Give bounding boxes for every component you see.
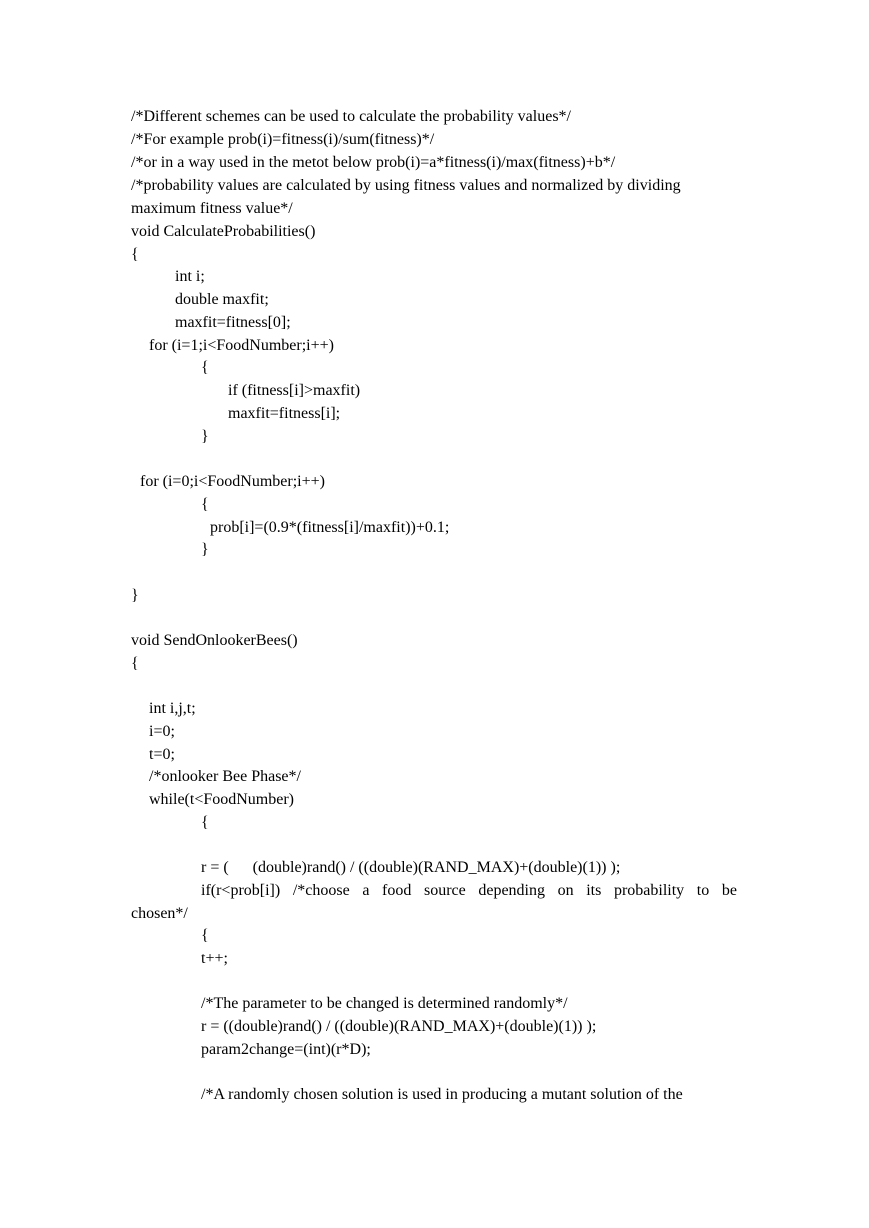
code-word: its (586, 882, 602, 899)
code-word: be (721, 882, 737, 899)
code-word: if(r<prob[i]) (201, 882, 281, 899)
code-line: } (201, 541, 209, 558)
code-line: { (201, 927, 209, 944)
code-line: void SendOnlookerBees() (131, 632, 298, 649)
code-line: chosen*/ (131, 905, 188, 922)
code-line: /*probability values are calculated by using fitness values and normalized by dividing (131, 177, 681, 194)
code-word: on (557, 882, 574, 899)
code-line: { (131, 246, 139, 263)
code-line: } (131, 587, 139, 604)
code-line: r = ((double)rand() / ((double)(RAND_MAX)+(double)(1)) ); (201, 1018, 597, 1035)
code-word: probability (613, 882, 685, 899)
code-line: prob[i]=(0.9*(fitness[i]/maxfit))+0.1; (210, 519, 450, 536)
code-line: /*The parameter to be changed is determined randomly*/ (201, 995, 568, 1012)
code-line: int i; (175, 268, 205, 285)
code-line: { (201, 359, 209, 376)
code-line: { (201, 814, 209, 831)
code-line: t=0; (149, 746, 175, 763)
code-line: /*For example prob(i)=fitness(i)/sum(fitness)*/ (131, 131, 435, 148)
code-line: maximum fitness value*/ (131, 200, 293, 217)
code-line: /*Different schemes can be used to calculate the probability values*/ (131, 108, 571, 125)
code-line: void CalculateProbabilities() (131, 223, 316, 240)
code-line: /*A randomly chosen solution is used in producing a mutant solution of the (201, 1086, 683, 1103)
code-line: while(t<FoodNumber) (149, 791, 294, 808)
code-line: if (fitness[i]>maxfit) (228, 382, 361, 399)
code-line: maxfit=fitness[i]; (228, 405, 341, 422)
code-line-justified (201, 881, 737, 901)
code-line: double maxfit; (175, 291, 269, 308)
code-line: /*or in a way used in the metot below prob(i)=a*fitness(i)/max(fitness)+b*/ (131, 154, 616, 171)
code-line: i=0; (149, 723, 175, 740)
code-line: for (i=1;i<FoodNumber;i++) (149, 337, 334, 354)
code-line: /*onlooker Bee Phase*/ (149, 768, 301, 785)
code-word: /*choose (292, 882, 350, 899)
code-word: depending (478, 882, 545, 899)
code-line: maxfit=fitness[0]; (175, 314, 291, 331)
code-word: a (362, 882, 370, 899)
code-word: source (423, 882, 466, 899)
code-line: r = ( (double)rand() / ((double)(RAND_MAX)+(double)(1)) ); (201, 859, 621, 876)
code-word: to (696, 882, 710, 899)
code-line: { (131, 655, 139, 672)
code-line: param2change=(int)(r*D); (201, 1041, 371, 1058)
code-line: } (201, 428, 209, 445)
code-word: food (382, 882, 412, 899)
code-line: t++; (201, 950, 228, 967)
code-line: { (201, 496, 209, 513)
code-line: int i,j,t; (149, 700, 196, 717)
code-line: for (i=0;i<FoodNumber;i++) (140, 473, 325, 490)
